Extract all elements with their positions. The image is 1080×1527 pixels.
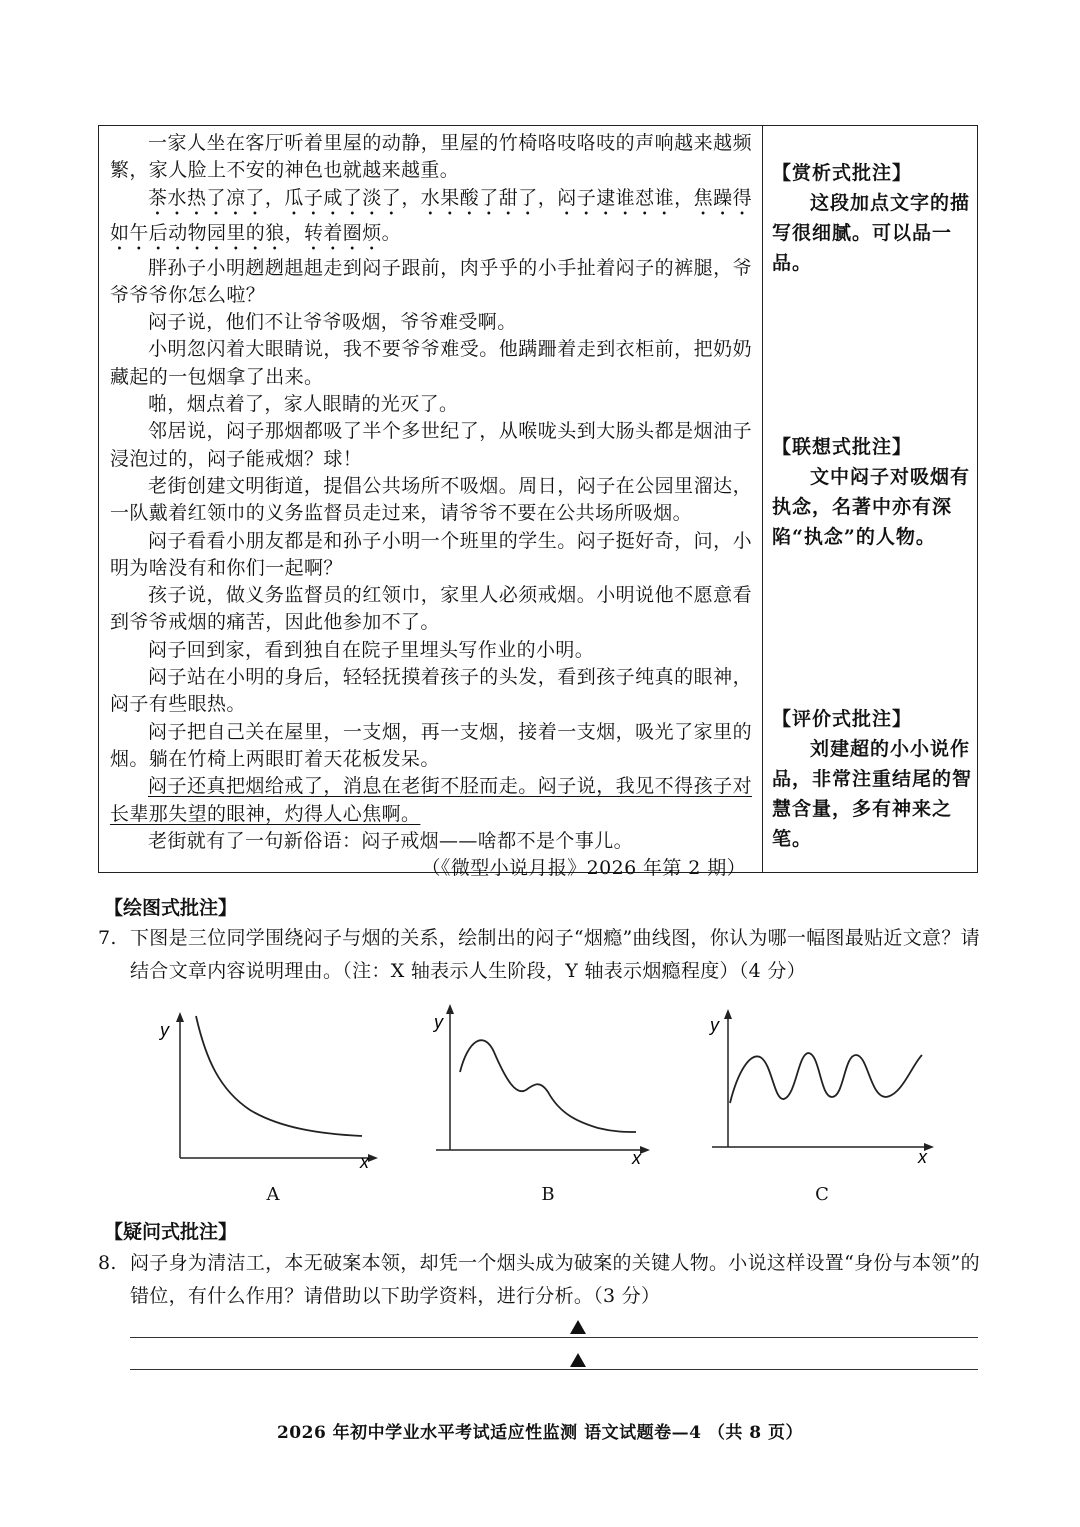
curve-line — [460, 1040, 636, 1132]
story-source: （《微型小说月报》2026 年第 2 期） — [421, 857, 746, 880]
question-7 — [98, 922, 988, 988]
story-paragraph: 孩子说，做义务监督员的红领巾，家里人必须戒烟。小明说他不愿意看到爷爷戒烟的痛苦，因此他参加不了。 — [110, 584, 752, 634]
answer-marker-icon — [570, 1353, 586, 1367]
y-axis-arrow — [724, 1009, 732, 1019]
x-axis-arrow — [368, 1154, 378, 1162]
answer-line[interactable] — [130, 1337, 978, 1338]
story-paragraph: 老街创建文明街道，提倡公共场所不吸烟。周日，闷子在公园里溜达，一队戴着红领巾的义务监督员走过来，请爷爷不要在公共场所吸烟。 — [110, 474, 752, 525]
chart-label-a: A — [266, 1184, 280, 1205]
annotation-body: 这段加点文字的描写很细腻。可以品一品。 — [772, 192, 971, 274]
story-paragraph: 邻居说，闷子那烟都吸了半个多世纪了，从喉咙头到大肠头都是烟油子浸泡过的，闷子能戒烟？球！ — [110, 420, 752, 470]
story-text — [110, 130, 752, 882]
section-heading-drawing: 【绘图式批注】 — [104, 897, 238, 919]
story-paragraph: 老街就有了一句新俗语：闷子戒烟——啥都不是个事儿。 — [148, 829, 634, 852]
story-paragraph: 闷子说，他们不让爷爷吸烟，爷爷难受啊。 — [148, 311, 517, 334]
annotation-appreciation — [772, 158, 972, 278]
page-footer: 2026 年初中学业水平考试适应性监测 语文试题卷—4 （共 8 页） — [276, 1423, 804, 1443]
annotation-body: 刘建超的小小说作品，非常注重结尾的智慧含量，多有神来之笔。 — [772, 738, 973, 850]
y-axis-label: y — [710, 1015, 719, 1035]
annotation-head: 【赏析式批注】 — [772, 162, 913, 184]
story-paragraph-underlined: 闷子还真把烟给戒了，消息在老街不胫而走。闷子说，我见不得孩子对长辈那失望的眼神，灼得人心焦啊。 — [110, 775, 752, 825]
question-8 — [98, 1247, 988, 1313]
question-number: 7. — [98, 927, 117, 949]
x-axis-label: x — [360, 1152, 369, 1170]
story-paragraph: 闷子把自己关在屋里，一支烟，再一支烟，接着一支烟，吸光了家里的烟。躺在竹椅上两眼盯着天花板发呆。 — [110, 720, 752, 770]
curve-chart-c — [702, 1005, 942, 1170]
curve-chart-b — [428, 1000, 658, 1170]
answer-marker-icon — [570, 1320, 586, 1334]
question-text: 闷子身为清洁工，本无破案本领，却凭一个烟头成为破案的关键人物。小说这样设置“身份与本领”的错位，有什么作用？请借助以下助学资料，进行分析。（3 分） — [130, 1252, 980, 1307]
annotation-head: 【评价式批注】 — [772, 708, 913, 730]
y-axis-arrow — [446, 1004, 454, 1014]
annotation-body: 文中闷子对吸烟有执念，名著中亦有深陷“执念”的人物。 — [772, 466, 971, 548]
chart-label-c: C — [815, 1184, 829, 1205]
x-axis-arrow — [640, 1146, 650, 1154]
story-paragraph: 闷子回到家，看到独自在院子里埋头写作业的小明。 — [148, 638, 595, 661]
x-axis-label: x — [918, 1147, 927, 1167]
x-axis-label: x — [632, 1148, 641, 1168]
story-paragraph-dotted: 茶水热了凉了，瓜子咸了淡了，水果酸了甜了，闷子逮谁怼谁，焦躁得如午后动物园里的狼，转着圈烦。 — [110, 186, 752, 244]
y-axis-arrow — [176, 1012, 184, 1022]
curve-chart-a — [150, 1010, 380, 1170]
y-axis-label: y — [434, 1012, 443, 1032]
chart-label-b: B — [541, 1184, 555, 1205]
annotation-evaluation — [772, 704, 972, 854]
story-paragraph: 小明忽闪着大眼睛说，我不要爷爷难受。他蹒跚着走到衣柜前，把奶奶藏起的一包烟拿了出来。 — [110, 338, 752, 388]
table-column-divider — [762, 125, 763, 873]
story-paragraph: 啪，烟点着了，家人眼睛的光灭了。 — [148, 393, 459, 416]
story-paragraph: 闷子看看小朋友都是和孙子小明一个班里的学生。闷子挺好奇，问，小明为啥没有和你们一起啊？ — [110, 529, 752, 579]
section-heading-question: 【疑问式批注】 — [104, 1221, 238, 1243]
story-paragraph: 一家人坐在客厅听着里屋的动静，里屋的竹椅咯吱咯吱的声响越来越频繁，家人脸上不安的神色也就越来越重。 — [110, 132, 752, 182]
question-text: 下图是三位同学围绕闷子与烟的关系，绘制出的闷子“烟瘾”曲线图，你认为哪一幅图最贴近文意？请结合文章内容说明理由。（注：X 轴表示人生阶段，Y 轴表示烟瘾程度）（4 分） — [130, 927, 980, 982]
y-axis-label: y — [160, 1020, 169, 1040]
curve-line — [196, 1016, 362, 1136]
question-number: 8. — [98, 1252, 117, 1274]
answer-line[interactable] — [130, 1369, 978, 1370]
story-paragraph: 闷子站在小明的身后，轻轻抚摸着孩子的头发，看到孩子纯真的眼神，闷子有些眼热。 — [110, 666, 752, 716]
annotation-association — [772, 432, 972, 552]
story-paragraph: 胖孙子小明趔趔趄趄走到闷子跟前，肉乎乎的小手扯着闷子的裤腿，爷爷爷爷你怎么啦？ — [110, 256, 752, 306]
annotation-head: 【联想式批注】 — [772, 436, 913, 458]
curve-line — [730, 1053, 922, 1103]
